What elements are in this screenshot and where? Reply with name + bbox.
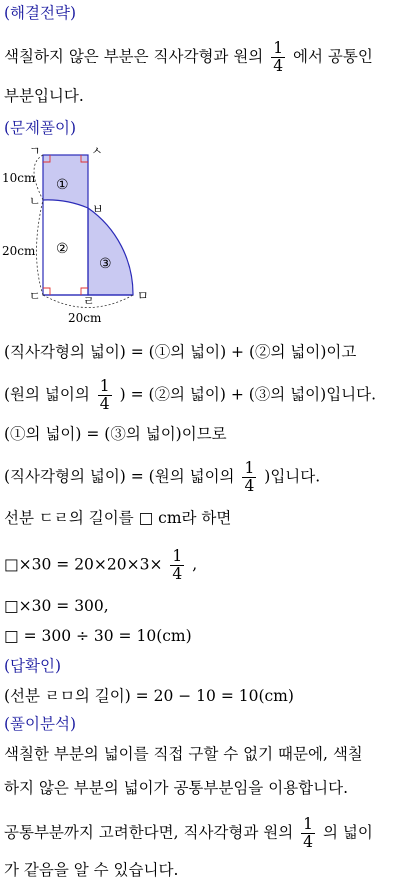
region-label-2: ② bbox=[56, 241, 69, 257]
analysis-line-3 bbox=[4, 816, 400, 851]
dashed-arc-left bbox=[37, 200, 44, 295]
equation-8: □ = 300 ÷ 30 = 10(cm) bbox=[4, 627, 192, 645]
vertex-label-b: ㅂ bbox=[92, 202, 104, 216]
analysis-line-3-text-b: 의 넓이 bbox=[322, 823, 373, 842]
analysis-line-2: 하지 않은 부분의 넓이가 공통부분임을 이용합니다. bbox=[4, 779, 348, 797]
equation-6-text-b: , bbox=[192, 555, 198, 574]
fraction-numerator: 1 bbox=[273, 39, 284, 57]
check-heading: (답확인) bbox=[4, 657, 62, 675]
vertex-label-s: ㅅ bbox=[91, 145, 103, 158]
equation-2-text-b: ) = (②의 넓이) + (③의 넓이)입니다. bbox=[119, 385, 377, 404]
analysis-heading: (풀이분석) bbox=[4, 715, 76, 733]
length-label-20cm-bottom: 20cm bbox=[68, 311, 102, 325]
equation-2-text-a: (원의 넓이의 bbox=[4, 385, 90, 404]
strategy-line-2: 부분입니다. bbox=[4, 87, 84, 105]
region-label-3: ③ bbox=[99, 256, 112, 272]
solution-heading: (문제풀이) bbox=[4, 119, 76, 137]
vertex-label-r: ㄹ bbox=[83, 294, 95, 308]
equation-6-text-a: □×30 = 20×20×3× bbox=[4, 555, 163, 574]
vertex-label-m: ㅁ bbox=[137, 289, 149, 303]
region-label-1: ① bbox=[56, 177, 69, 193]
equation-1: (직사각형의 넓이) = (①의 넓이) + (②의 넓이)이고 bbox=[4, 343, 357, 361]
length-label-10cm: 10cm bbox=[2, 171, 36, 185]
strategy-line-1 bbox=[4, 40, 400, 75]
fraction-denominator: 4 bbox=[244, 477, 255, 495]
fraction-denominator: 4 bbox=[172, 565, 183, 583]
geometry-figure bbox=[0, 145, 170, 335]
fraction-denominator: 4 bbox=[273, 57, 284, 75]
length-label-20cm-left: 20cm bbox=[2, 244, 36, 258]
analysis-line-4: 가 같음을 알 수 있습니다. bbox=[4, 861, 179, 879]
strategy-text-b: 에서 공통인 bbox=[293, 47, 373, 66]
quarter-fraction bbox=[242, 460, 256, 495]
equation-4-text-a: (직사각형의 넓이) = (원의 넓이의 bbox=[4, 467, 235, 486]
quarter-fraction bbox=[98, 378, 112, 413]
equation-2 bbox=[4, 378, 400, 413]
fraction-denominator: 4 bbox=[99, 395, 110, 413]
quarter-fraction bbox=[170, 548, 184, 583]
equation-5: 선분 ㄷㄹ의 길이를 □ cm라 하면 bbox=[4, 509, 232, 527]
vertex-label-n: ㄴ bbox=[29, 194, 41, 208]
equation-3: (①의 넓이) = (③의 넓이)이므로 bbox=[4, 425, 227, 443]
equation-7: □×30 = 300, bbox=[4, 597, 109, 615]
analysis-line-1: 색칠한 부분의 넓이를 직접 구할 수 없기 때문에, 색칠 bbox=[4, 745, 363, 763]
check-answer: (선분 ㄹㅁ의 길이) = 20 − 10 = 10(cm) bbox=[4, 687, 294, 705]
vertex-label-d: ㄷ bbox=[29, 289, 41, 303]
fraction-denominator: 4 bbox=[303, 833, 314, 851]
vertex-label-g: ㄱ bbox=[29, 145, 41, 158]
quarter-fraction bbox=[271, 40, 285, 75]
fraction-numerator: 1 bbox=[244, 459, 255, 477]
fraction-numerator: 1 bbox=[303, 815, 314, 833]
quarter-fraction bbox=[301, 816, 315, 851]
fraction-numerator: 1 bbox=[172, 547, 183, 565]
strategy-text-a: 색칠하지 않은 부분은 직사각형과 원의 bbox=[4, 47, 264, 66]
equation-4 bbox=[4, 460, 400, 495]
equation-4-text-b: )입니다. bbox=[264, 467, 321, 486]
analysis-line-3-text-a: 공통부분까지 고려한다면, 직사각형과 원의 bbox=[4, 823, 294, 842]
strategy-heading: (해결전략) bbox=[4, 4, 76, 22]
equation-6 bbox=[4, 548, 400, 583]
shaded-region-3 bbox=[88, 208, 133, 295]
fraction-numerator: 1 bbox=[99, 377, 110, 395]
